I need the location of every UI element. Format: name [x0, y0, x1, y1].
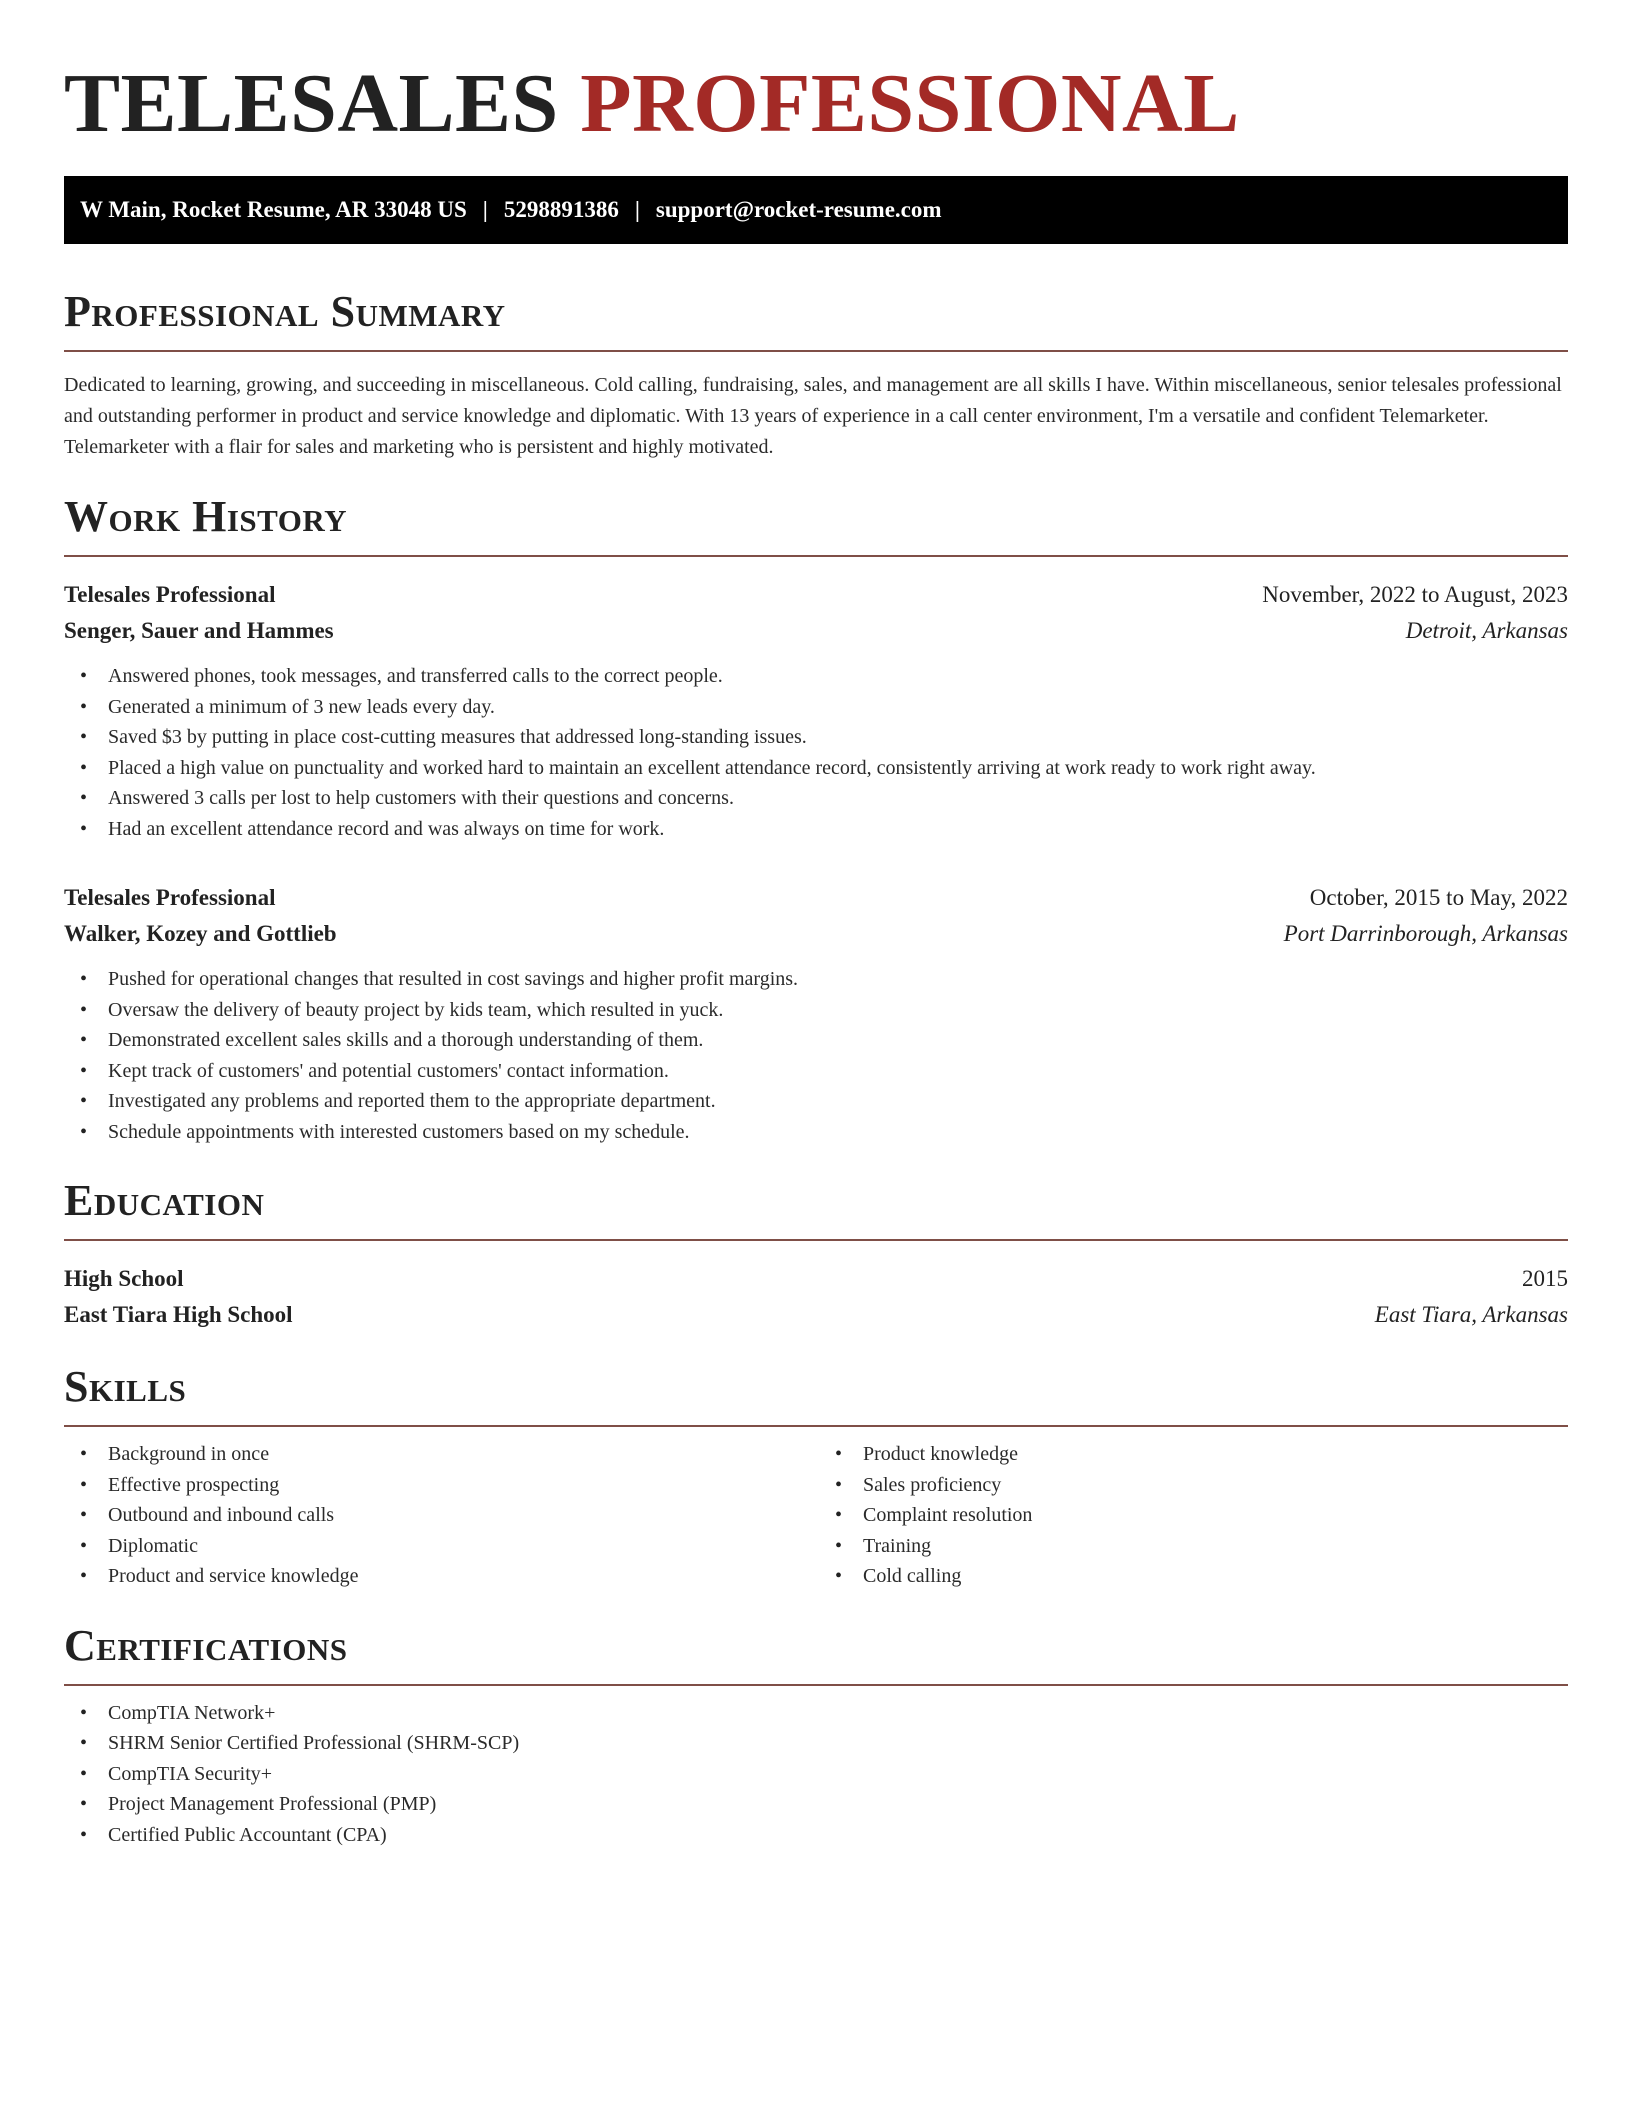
section-divider	[64, 1684, 1568, 1686]
job-company-row	[64, 916, 1568, 952]
list-item: • Effective prospecting	[64, 1470, 813, 1501]
education-section	[64, 1177, 1568, 1333]
job-duties-list	[64, 964, 1568, 1147]
resume-title	[64, 56, 1568, 152]
work-history-section	[64, 493, 1568, 1147]
certifications-section	[64, 1622, 1568, 1851]
job-dates: November, 2022 to August, 2023	[1262, 582, 1568, 607]
skills-heading: Skills	[64, 1362, 187, 1411]
job-location: Port Darrinborough, Arkansas	[1283, 921, 1568, 946]
certifications-list	[64, 1698, 1568, 1851]
job-title-row	[64, 880, 1568, 916]
contact-separator: |	[634, 197, 640, 222]
list-item: • Complaint resolution	[819, 1500, 1568, 1531]
job-company: Senger, Sauer and Hammes	[64, 618, 334, 643]
list-item: • Pushed for operational changes that resulted in cost savings and higher profit margins.	[64, 964, 1568, 995]
job-title: Telesales Professional	[64, 582, 276, 607]
list-item: • Had an excellent attendance record and was always on time for work.	[64, 814, 1568, 845]
section-divider	[64, 555, 1568, 557]
skills-list-right	[813, 1439, 1568, 1592]
list-item: • Saved $3 by putting in place cost-cutting measures that addressed long-standing issues.	[64, 722, 1568, 753]
education-school: East Tiara High School	[64, 1302, 293, 1327]
summary-text: Dedicated to learning, growing, and succeeding in miscellaneous. Cold calling, fundraising, sales, and management are all skills I have. Within miscellaneous, senior telesales professional and outstanding performer in product and service knowledge and diplomatic. With 13 years of experience in a call center environment, I'm a versatile and confident Telemarketer. Telemarketer with a flair for sales and marketing who is persistent and highly motivated.	[64, 374, 1562, 458]
school-row	[64, 1297, 1568, 1333]
skills-section	[64, 1363, 1568, 1592]
work-history-heading: Work History	[64, 492, 348, 541]
contact-separator: |	[482, 197, 488, 222]
list-item: • CompTIA Network+	[64, 1698, 1568, 1729]
title-first-word: TELESALES	[64, 57, 559, 150]
job-dates: October, 2015 to May, 2022	[1309, 885, 1568, 910]
degree-row	[64, 1261, 1568, 1297]
list-item: • Oversaw the delivery of beauty project by kids team, which resulted in yuck.	[64, 995, 1568, 1026]
list-item: • Background in once	[64, 1439, 813, 1470]
list-item: • Answered 3 calls per lost to help customers with their questions and concerns.	[64, 783, 1568, 814]
list-item: • Product and service knowledge	[64, 1561, 813, 1592]
list-item: • Schedule appointments with interested customers based on my schedule.	[64, 1117, 1568, 1148]
list-item: • Kept track of customers' and potential customers' contact information.	[64, 1056, 1568, 1087]
contact-address: W Main, Rocket Resume, AR 33048 US	[80, 197, 467, 222]
list-item: • Sales proficiency	[819, 1470, 1568, 1501]
education-heading: Education	[64, 1176, 265, 1225]
list-item: • Training	[819, 1531, 1568, 1562]
list-item: • Generated a minimum of 3 new leads every day.	[64, 692, 1568, 723]
summary-section	[64, 288, 1568, 463]
list-item: • Placed a high value on punctuality and worked hard to maintain an excellent attendance record, consistently arriving at work ready to work right away.	[64, 753, 1568, 784]
job-title: Telesales Professional	[64, 885, 276, 910]
education-entry	[64, 1261, 1568, 1333]
section-divider	[64, 1239, 1568, 1241]
job-company-row	[64, 613, 1568, 649]
contact-phone: 5298891386	[503, 197, 619, 222]
skills-list-left	[64, 1439, 813, 1592]
job-company: Walker, Kozey and Gottlieb	[64, 921, 337, 946]
list-item: • CompTIA Security+	[64, 1759, 1568, 1790]
list-item: • Outbound and inbound calls	[64, 1500, 813, 1531]
certifications-heading: Certifications	[64, 1620, 348, 1670]
education-location: East Tiara, Arkansas	[1374, 1302, 1568, 1327]
list-item: • Demonstrated excellent sales skills and a thorough understanding of them.	[64, 1025, 1568, 1056]
section-divider	[64, 350, 1568, 352]
list-item: • Cold calling	[819, 1561, 1568, 1592]
contact-bar	[64, 176, 1568, 244]
summary-heading: Professional Summary	[64, 287, 506, 336]
list-item: • Product knowledge	[819, 1439, 1568, 1470]
list-item: • Investigated any problems and reported them to the appropriate department.	[64, 1086, 1568, 1117]
job-title-row	[64, 577, 1568, 613]
list-item: • SHRM Senior Certified Professional (SHRM-SCP)	[64, 1728, 1568, 1759]
education-year: 2015	[1522, 1266, 1568, 1291]
job-duties-list	[64, 661, 1568, 844]
skills-grid	[64, 1439, 1568, 1592]
section-divider	[64, 1425, 1568, 1427]
list-item: • Diplomatic	[64, 1531, 813, 1562]
title-second-word: PROFESSIONAL	[580, 57, 1240, 150]
education-degree: High School	[64, 1266, 184, 1291]
job-location: Detroit, Arkansas	[1405, 618, 1568, 643]
job-entry	[64, 880, 1568, 1147]
list-item: • Certified Public Accountant (CPA)	[64, 1820, 1568, 1851]
list-item: • Project Management Professional (PMP)	[64, 1789, 1568, 1820]
list-item: • Answered phones, took messages, and transferred calls to the correct people.	[64, 661, 1568, 692]
job-entry	[64, 577, 1568, 844]
contact-email: support@rocket-resume.com	[655, 197, 942, 222]
